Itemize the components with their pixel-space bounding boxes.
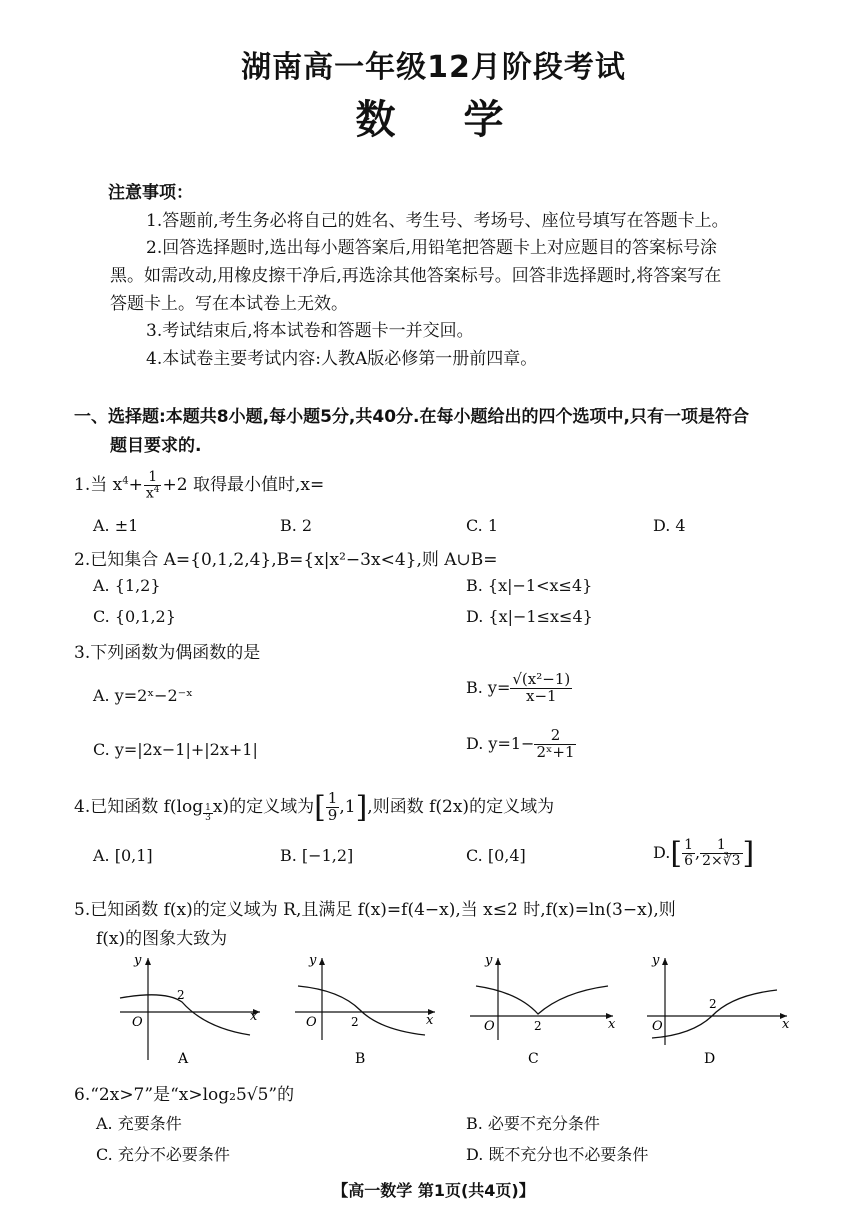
graph-c-y-label: y <box>485 953 493 968</box>
note-4: 4.本试卷主要考试内容:人教A版必修第一册前四章。 <box>146 349 538 369</box>
q6-option-d: D. 既不充分也不必要条件 <box>466 1145 649 1164</box>
graph-d-mark: 2 <box>709 997 717 1011</box>
graph-d <box>647 953 790 1067</box>
q1-option-d: D. 4 <box>653 516 686 535</box>
graph-c-x-label: x <box>608 1017 616 1032</box>
graph-c <box>470 953 616 1067</box>
graph-c-mark: 2 <box>534 1019 542 1033</box>
q6-option-b: B. 必要不充分条件 <box>466 1114 600 1133</box>
note-2c: 答题卡上。写在本试卷上无效。 <box>110 294 348 314</box>
q4-option-c: C. [0,4] <box>466 846 526 865</box>
q3-option-b <box>466 672 572 705</box>
graph-b-y-label: y <box>309 953 317 968</box>
q2-option-a: A. {1,2} <box>93 576 161 595</box>
q2-option-d: D. {x|−1≤x≤4} <box>466 607 593 626</box>
graph-d-x-label: x <box>782 1017 790 1032</box>
subject-title: 数学 <box>355 97 572 143</box>
graph-a <box>120 953 260 1067</box>
q2-stem: 2.已知集合 A={0,1,2,4},B={x|x²−3x<4},则 A∪B= <box>74 550 498 570</box>
q3-stem: 3.下列函数为偶函数的是 <box>74 643 261 663</box>
note-2b: 黑。如需改动,用橡皮擦干净后,再选涂其他答案标号。回答非选择题时,将答案写在 <box>110 266 722 286</box>
q3-option-b-label: B. y= <box>466 677 511 697</box>
section1-line2: 题目要求的. <box>110 436 202 456</box>
q3-option-c: C. y=|2x−1|+|2x+1| <box>93 740 258 759</box>
q4-stem-b: x)的定义域为 <box>212 797 315 817</box>
q5-graphs <box>110 950 810 1070</box>
graph-a-mark: 2 <box>177 988 185 1002</box>
exam-title: 湖南高一年级12月阶段考试 <box>241 50 626 85</box>
q3-d-numerator: 2 <box>534 728 576 745</box>
graph-b-x-label: x <box>426 1013 434 1028</box>
note-1: 1.答题前,考生务必将自己的姓名、考生号、考场号、座位号填写在答题卡上。 <box>146 211 729 231</box>
graph-b <box>295 953 435 1067</box>
graph-b-origin: O <box>306 1015 317 1030</box>
graph-b-mark: 2 <box>351 1015 359 1029</box>
graph-a-y-label: y <box>134 953 142 968</box>
q3-b-numerator: √(x²−1) <box>512 670 571 688</box>
graph-a-x-label: x <box>250 1009 258 1024</box>
q4-stem-a: 4.已知函数 f(log <box>74 797 204 817</box>
q5-line1: 5.已知函数 f(x)的定义域为 R,且满足 f(x)=f(4−x),当 x≤2 时,f(x)=ln(3−x),则 <box>74 900 676 920</box>
graph-a-label: A <box>178 1051 189 1067</box>
q3-d-denominator: 2ˣ+1 <box>536 742 575 761</box>
q6-option-c: C. 充分不必要条件 <box>96 1145 230 1164</box>
page-footer: 【高一数学 第1页(共4页)】 <box>332 1181 535 1200</box>
graph-a-origin: O <box>132 1015 143 1030</box>
q3-b-denominator: x−1 <box>526 686 557 705</box>
q4-option-d-label: D. <box>653 843 671 862</box>
q3-option-d <box>466 728 576 761</box>
graph-c-origin: O <box>484 1019 495 1034</box>
q1-option-c: C. 1 <box>466 516 499 535</box>
q4-option-d: D.[ $\frac{1}{6}$ , $\frac{1}{2\times∛3}$ ] <box>653 836 755 871</box>
q1-stem: 1.当 $x^4+$ $\frac{1}{x^4}$ +2 取得最小值时,x= <box>74 469 325 502</box>
q2-option-c: C. {0,1,2} <box>93 607 176 626</box>
graph-b-label: B <box>355 1051 366 1067</box>
q4-stem: 4.已知函数 f(log $_{\frac{1}{3}}$ x)的定义域为[ $\frac{1}{9}$ ,1],则函数 f(2x)的定义域为 <box>74 789 555 825</box>
q4-stem-c: ,则函数 f(2x)的定义域为 <box>367 797 555 817</box>
q4-option-a: A. [0,1] <box>93 846 153 865</box>
graph-d-y-label: y <box>652 953 660 968</box>
section1-line1: 一、选择题:本题共8小题,每小题5分,共40分.在每小题给出的四个选项中,只有一项是符合 <box>74 407 749 427</box>
q1-stem-b: 取得最小值时,x= <box>192 475 325 496</box>
q1-option-b: B. 2 <box>280 516 313 535</box>
graph-c-label: C <box>528 1051 539 1067</box>
note-3: 3.考试结束后,将本试卷和答题卡一并交回。 <box>146 321 474 341</box>
q2-option-b: B. {x|−1<x≤4} <box>466 576 593 595</box>
notes-heading: 注意事项： <box>108 183 193 203</box>
q4-option-b: B. [−1,2] <box>280 846 354 865</box>
q3-option-a: A. y=2ˣ−2⁻ˣ <box>93 686 193 705</box>
q1-stem-a: 1.当 x <box>74 475 123 496</box>
q6-option-a: A. 充要条件 <box>96 1114 182 1133</box>
q3-option-d-label: D. y=1− <box>466 733 535 753</box>
graph-d-label: D <box>704 1051 716 1067</box>
q6-stem: 6.“2x>7”是“x>log₂5√5”的 <box>74 1085 295 1105</box>
q5-line2: f(x)的图象大致为 <box>96 929 228 949</box>
note-2a: 2.回答选择题时,选出每小题答案后,用铅笔把答题卡上对应题目的答案标号涂 <box>146 238 718 258</box>
graph-d-origin: O <box>652 1019 663 1034</box>
q1-option-a: A. ±1 <box>93 516 139 535</box>
